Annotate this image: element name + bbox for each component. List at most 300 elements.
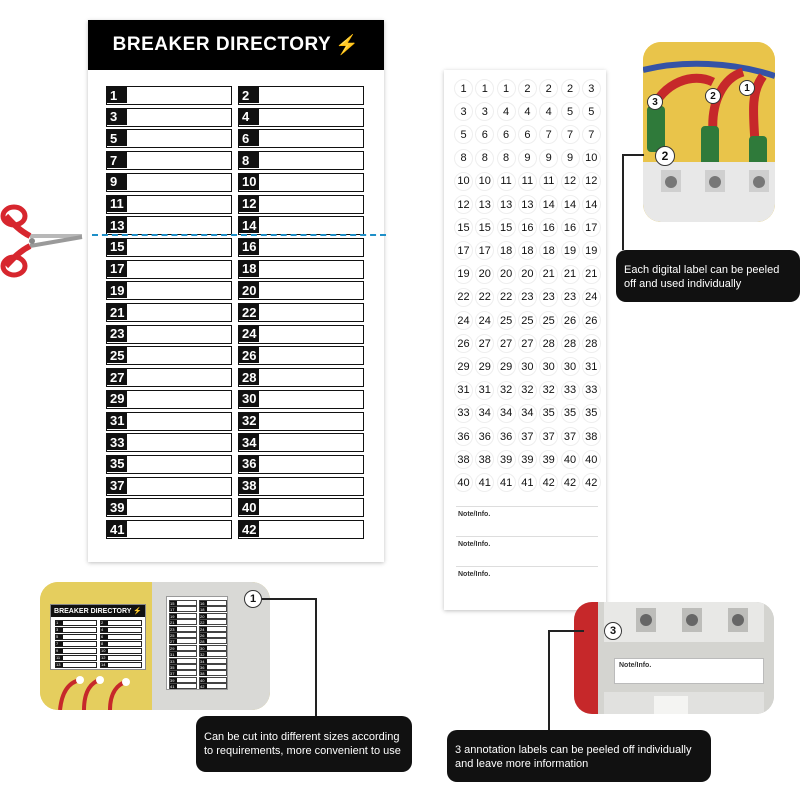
strip-number: 20	[200, 614, 207, 619]
panel-directory-photo	[40, 582, 270, 710]
strip-slot	[169, 683, 197, 689]
number-sticker: 38	[582, 427, 601, 446]
breaker-slot	[106, 216, 232, 235]
number-sticker-sheet	[444, 70, 606, 610]
breaker-number: 11	[107, 196, 127, 212]
directory-row	[106, 195, 366, 214]
number-sticker: 17	[454, 241, 473, 260]
leader-line	[262, 598, 316, 600]
strip-number: 22	[200, 620, 207, 625]
mini-slot	[55, 620, 97, 626]
number-sticker: 25	[539, 311, 558, 330]
number-sticker: 42	[561, 473, 580, 492]
strip-number: 26	[200, 633, 207, 638]
directory-row	[106, 129, 366, 148]
mini-directory-row	[55, 655, 143, 661]
number-sticker: 18	[518, 241, 537, 260]
cut-line	[92, 234, 386, 236]
breaker-slot	[106, 151, 232, 170]
number-sticker: 9	[561, 149, 580, 168]
mini-number: 3	[56, 628, 63, 632]
number-sticker: 34	[475, 404, 494, 423]
strip-number: 28	[200, 639, 207, 644]
breaker-slot	[238, 173, 364, 192]
number-sticker: 8	[475, 149, 494, 168]
directory-row	[106, 281, 366, 300]
breaker-slot	[238, 303, 364, 322]
strip-slot	[199, 613, 227, 619]
strip-number: 40	[200, 678, 207, 683]
number-sticker: 4	[497, 102, 516, 121]
wire-label-photo	[643, 42, 775, 222]
number-sticker: 12	[582, 172, 601, 191]
caption-cut-sizes: Can be cut into different sizes according to requirements, more convenient to use	[196, 716, 412, 772]
breaker-number: 5	[107, 130, 127, 146]
breaker-slot	[238, 368, 364, 387]
mini-directory-title: BREAKER DIRECTORY ⚡	[51, 605, 145, 617]
mini-number: 1	[56, 621, 63, 625]
leader-line	[622, 154, 624, 250]
number-sticker: 18	[497, 241, 516, 260]
number-sticker: 28	[582, 334, 601, 353]
breaker-number: 32	[239, 413, 259, 429]
number-sticker: 22	[475, 288, 494, 307]
breaker-slot	[238, 390, 364, 409]
strip-slot	[199, 670, 227, 676]
directory-title: BREAKER DIRECTORY	[112, 34, 332, 55]
number-sticker: 33	[561, 381, 580, 400]
number-sticker: 38	[454, 450, 473, 469]
leader-line	[622, 154, 644, 156]
breaker-slot	[106, 86, 232, 105]
mini-directory-row	[55, 641, 143, 647]
number-sticker: 17	[582, 218, 601, 237]
strip-slot	[199, 664, 227, 670]
number-sticker: 9	[539, 149, 558, 168]
mini-number: 9	[56, 649, 63, 653]
number-sticker: 26	[454, 334, 473, 353]
directory-row	[106, 151, 366, 170]
breaker-number: 34	[239, 434, 259, 450]
number-sticker: 35	[539, 404, 558, 423]
mini-slot	[100, 634, 142, 640]
breaker-number: 30	[239, 391, 259, 407]
mini-slot	[55, 641, 97, 647]
number-sticker: 16	[539, 218, 558, 237]
mini-slot	[100, 641, 142, 647]
strip-slot	[169, 626, 197, 632]
number-sticker: 21	[561, 265, 580, 284]
breaker-number: 4	[239, 109, 259, 125]
number-sticker: 3	[475, 102, 494, 121]
mini-slot	[55, 662, 97, 668]
strip-number: 27	[170, 639, 177, 644]
wire-label-1: 1	[739, 80, 755, 96]
breaker-number: 25	[107, 347, 127, 363]
breaker-number: 19	[107, 282, 127, 298]
strip-number: 35	[170, 665, 177, 670]
breaker-number: 28	[239, 369, 259, 385]
mini-slot	[100, 662, 142, 668]
directory-row	[106, 325, 366, 344]
breaker-slot	[106, 325, 232, 344]
number-sticker: 13	[475, 195, 494, 214]
number-sticker: 26	[561, 311, 580, 330]
number-sticker: 28	[561, 334, 580, 353]
number-sticker: 30	[518, 357, 537, 376]
number-sticker: 14	[582, 195, 601, 214]
number-sticker: 23	[539, 288, 558, 307]
strip-number: 37	[170, 671, 177, 676]
number-sticker: 4	[539, 102, 558, 121]
breaker-slot	[106, 238, 232, 257]
breaker-slot	[238, 129, 364, 148]
mini-slot	[100, 620, 142, 626]
number-sticker: 21	[539, 265, 558, 284]
strip-slot	[169, 600, 197, 606]
number-sticker: 23	[561, 288, 580, 307]
number-sticker: 6	[518, 125, 537, 144]
mini-number: 10	[101, 649, 108, 653]
mini-directory-row	[55, 627, 143, 633]
number-sticker: 27	[518, 334, 537, 353]
number-sticker: 13	[518, 195, 537, 214]
caption-annotation-labels: 3 annotation labels can be peeled off individually and leave more information	[447, 730, 711, 782]
strip-slot	[199, 651, 227, 657]
breaker-slot	[238, 108, 364, 127]
number-sticker: 6	[475, 125, 494, 144]
number-sticker: 34	[497, 404, 516, 423]
directory-row	[106, 520, 366, 539]
strip-slot	[199, 645, 227, 651]
breaker-number: 36	[239, 456, 259, 472]
breaker-slot	[106, 520, 232, 539]
breaker-slot	[238, 477, 364, 496]
mini-number: 5	[56, 635, 63, 639]
breaker-number: 29	[107, 391, 127, 407]
number-sticker: 2	[518, 79, 537, 98]
number-sticker: 24	[475, 311, 494, 330]
number-sticker: 10	[475, 172, 494, 191]
strip-slot	[169, 664, 197, 670]
mini-number: 8	[101, 642, 108, 646]
lightning-bolt-icon: ⚡	[335, 35, 360, 56]
number-sticker: 3	[454, 102, 473, 121]
strip-slot	[169, 606, 197, 612]
number-sticker: 41	[475, 473, 494, 492]
strip-number: 18	[200, 607, 207, 612]
leader-line	[315, 598, 317, 718]
breaker-slot	[106, 368, 232, 387]
number-sticker: 36	[475, 427, 494, 446]
mini-slot	[100, 648, 142, 654]
strip-number: 16	[200, 601, 207, 606]
number-sticker: 12	[454, 195, 473, 214]
directory-header	[88, 20, 384, 70]
number-sticker: 39	[497, 450, 516, 469]
breaker-number: 33	[107, 434, 127, 450]
number-sticker: 2	[561, 79, 580, 98]
strip-slot	[169, 670, 197, 676]
strip-slot	[199, 626, 227, 632]
strip-number: 31	[170, 652, 177, 657]
breaker-number: 42	[239, 521, 259, 537]
breaker-slot	[106, 129, 232, 148]
number-sticker: 1	[497, 79, 516, 98]
mini-directory-row	[55, 634, 143, 640]
number-sticker: 29	[454, 357, 473, 376]
number-sticker: 32	[539, 381, 558, 400]
breaker-number: 2	[239, 87, 259, 103]
breaker-number: 3	[107, 109, 127, 125]
number-sticker: 8	[454, 149, 473, 168]
directory-row	[106, 412, 366, 431]
number-sticker: 40	[454, 473, 473, 492]
strip-number: 34	[200, 659, 207, 664]
mini-slot	[100, 627, 142, 633]
mini-number: 4	[101, 628, 108, 632]
mini-slot	[55, 655, 97, 661]
note-label: Note/Info.	[456, 566, 598, 596]
number-sticker: 39	[539, 450, 558, 469]
number-sticker: 8	[497, 149, 516, 168]
breaker-number: 18	[239, 261, 259, 277]
number-sticker: 20	[497, 265, 516, 284]
breaker-number: 8	[239, 152, 259, 168]
number-sticker: 3	[582, 79, 601, 98]
number-sticker: 7	[582, 125, 601, 144]
breaker-number: 39	[107, 499, 127, 515]
number-sticker: 15	[497, 218, 516, 237]
breaker-number: 15	[107, 239, 127, 255]
breaker-slot	[238, 325, 364, 344]
strip-slot	[169, 658, 197, 664]
mini-number: 6	[101, 635, 108, 639]
number-sticker: 7	[561, 125, 580, 144]
number-sticker: 21	[582, 265, 601, 284]
mini-directory-row	[55, 648, 143, 654]
number-sticker: 19	[582, 241, 601, 260]
breaker-number: 17	[107, 261, 127, 277]
mini-number: 2	[101, 621, 108, 625]
breaker-slot	[106, 108, 232, 127]
note-label: Note/Info.	[456, 536, 598, 566]
number-sticker: 23	[518, 288, 537, 307]
number-sticker: 26	[582, 311, 601, 330]
breaker-number: 40	[239, 499, 259, 515]
strip-number: 41	[170, 684, 177, 689]
number-sticker: 19	[561, 241, 580, 260]
number-sticker: 17	[475, 241, 494, 260]
scissors-icon	[0, 200, 84, 282]
number-sticker: 11	[539, 172, 558, 191]
strip-number: 17	[170, 607, 177, 612]
directory-row	[106, 173, 366, 192]
breaker-slot	[106, 281, 232, 300]
breaker-number: 27	[107, 369, 127, 385]
breaker-slot	[106, 412, 232, 431]
breaker-slot	[238, 195, 364, 214]
breaker-slot	[238, 260, 364, 279]
strip-slot	[169, 613, 197, 619]
number-sticker: 20	[475, 265, 494, 284]
number-sticker: 12	[561, 172, 580, 191]
breaker-slot	[106, 303, 232, 322]
number-sticker: 31	[475, 381, 494, 400]
number-sticker: 16	[518, 218, 537, 237]
number-sticker: 42	[539, 473, 558, 492]
number-sticker: 40	[582, 450, 601, 469]
strip-number: 38	[200, 671, 207, 676]
note-label: Note/Info.	[456, 506, 598, 536]
breaker-slot	[238, 151, 364, 170]
strip-slot	[199, 606, 227, 612]
number-sticker: 15	[454, 218, 473, 237]
number-sticker: 36	[454, 427, 473, 446]
mini-slot	[55, 648, 97, 654]
number-sticker: 13	[497, 195, 516, 214]
mini-directory-row	[55, 662, 143, 668]
number-sticker: 4	[518, 102, 537, 121]
number-sticker: 41	[518, 473, 537, 492]
breaker-slot	[106, 433, 232, 452]
breaker-number: 14	[239, 217, 259, 233]
wire-label-3: 3	[647, 94, 663, 110]
number-sticker: 37	[518, 427, 537, 446]
breaker-number: 6	[239, 130, 259, 146]
number-sticker: 14	[539, 195, 558, 214]
number-sticker: 25	[518, 311, 537, 330]
number-sticker: 5	[582, 102, 601, 121]
number-sticker: 9	[518, 149, 537, 168]
strip-slot	[199, 600, 227, 606]
leader-line	[548, 630, 584, 632]
number-sticker: 31	[582, 357, 601, 376]
number-sticker: 35	[582, 404, 601, 423]
strip-slot	[199, 677, 227, 683]
breaker-slot	[106, 455, 232, 474]
number-sticker: 7	[539, 125, 558, 144]
number-sticker: 5	[454, 125, 473, 144]
number-sticker: 24	[454, 311, 473, 330]
number-sticker: 30	[561, 357, 580, 376]
breaker-slot	[238, 433, 364, 452]
number-sticker: 33	[582, 381, 601, 400]
breaker-number: 37	[107, 478, 127, 494]
strip-slot	[199, 658, 227, 664]
number-sticker: 25	[497, 311, 516, 330]
mini-directory-row	[55, 620, 143, 626]
number-sticker: 16	[561, 218, 580, 237]
number-sticker: 1	[475, 79, 494, 98]
directory-row	[106, 368, 366, 387]
directory-row	[106, 303, 366, 322]
breaker-slot	[106, 477, 232, 496]
number-sticker: 5	[561, 102, 580, 121]
directory-row	[106, 498, 366, 517]
number-sticker: 19	[454, 265, 473, 284]
strip-slot	[169, 651, 197, 657]
breaker-slot	[238, 281, 364, 300]
strip-slot	[169, 619, 197, 625]
number-sticker: 37	[561, 427, 580, 446]
strip-number: 24	[200, 627, 207, 632]
strip-number: 42	[200, 684, 207, 689]
breaker-number: 38	[239, 478, 259, 494]
breaker-number: 31	[107, 413, 127, 429]
strip-number: 30	[200, 646, 207, 651]
breaker-slot	[238, 86, 364, 105]
breaker-number: 35	[107, 456, 127, 472]
breaker-number: 20	[239, 282, 259, 298]
mini-number: 13	[56, 663, 63, 667]
directory-row	[106, 346, 366, 365]
strip-slot	[199, 619, 227, 625]
mini-directory	[50, 604, 146, 670]
strip-number: 39	[170, 678, 177, 683]
mini-number: 14	[101, 663, 108, 667]
breaker-directory-card	[88, 20, 384, 562]
number-sticker: 28	[539, 334, 558, 353]
breaker-number: 10	[239, 174, 259, 190]
breaker-slot	[106, 195, 232, 214]
strip-number: 21	[170, 620, 177, 625]
breaker-slot	[106, 390, 232, 409]
number-sticker: 11	[497, 172, 516, 191]
directory-strip	[166, 596, 228, 690]
callout-2: 2	[655, 146, 675, 166]
number-sticker: 10	[582, 149, 601, 168]
number-sticker: 27	[475, 334, 494, 353]
number-sticker: 29	[497, 357, 516, 376]
strip-number: 36	[200, 665, 207, 670]
number-sticker: 41	[497, 473, 516, 492]
strip-slot	[169, 632, 197, 638]
strip-number: 29	[170, 646, 177, 651]
number-sticker: 14	[561, 195, 580, 214]
strip-slot	[169, 638, 197, 644]
number-sticker: 36	[497, 427, 516, 446]
breaker-number: 41	[107, 521, 127, 537]
number-sticker: 20	[518, 265, 537, 284]
strip-slot	[199, 683, 227, 689]
number-sticker: 27	[497, 334, 516, 353]
number-sticker: 42	[582, 473, 601, 492]
mini-slot	[55, 634, 97, 640]
strip-number: 33	[170, 659, 177, 664]
leader-line	[548, 630, 550, 732]
breaker-number: 1	[107, 87, 127, 103]
number-sticker: 31	[454, 381, 473, 400]
strip-number: 23	[170, 627, 177, 632]
breaker-slot	[106, 260, 232, 279]
breaker-number: 22	[239, 304, 259, 320]
breaker-number: 13	[107, 217, 127, 233]
breaker-number: 12	[239, 196, 259, 212]
directory-row	[106, 477, 366, 496]
number-sticker: 6	[497, 125, 516, 144]
directory-row	[106, 390, 366, 409]
directory-row	[106, 455, 366, 474]
number-sticker: 33	[454, 404, 473, 423]
directory-row	[106, 238, 366, 257]
breaker-number: 7	[107, 152, 127, 168]
number-sticker: 39	[518, 450, 537, 469]
number-sticker: 35	[561, 404, 580, 423]
breaker-slot	[238, 520, 364, 539]
directory-row	[106, 433, 366, 452]
number-sticker: 37	[539, 427, 558, 446]
